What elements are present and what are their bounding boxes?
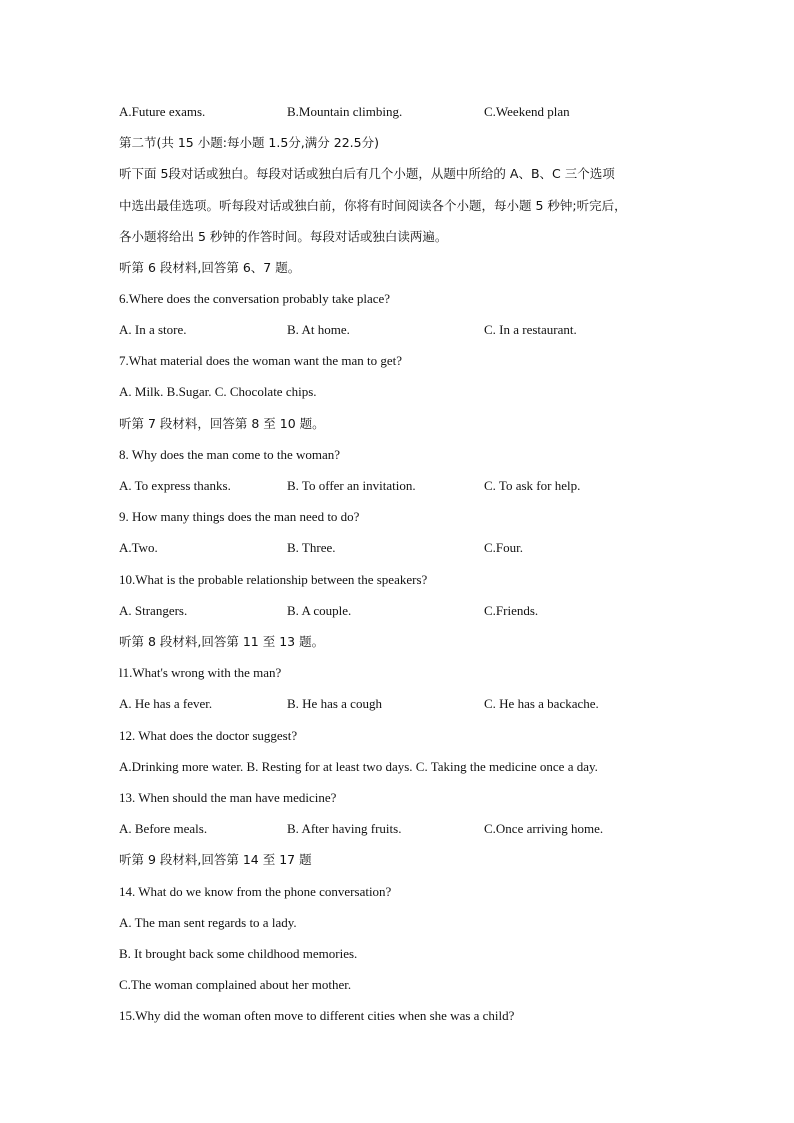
option-a: A. Strangers. — [119, 603, 188, 618]
option-b: B. He has a cough — [287, 696, 382, 711]
passage-heading: 听第 6 段材料,回答第 6、7 题。 — [119, 260, 301, 275]
question-8: 8. Why does the man come to the woman? — [119, 447, 341, 462]
passage-heading: 听第 9 段材料,回答第 14 至 17 题 — [119, 852, 312, 867]
question-13: 13. When should the man have medicine? — [119, 790, 337, 805]
option-c: C.Friends. — [484, 603, 539, 618]
option-c: C.Four. — [484, 540, 524, 555]
option-c: C.Weekend plan — [484, 104, 570, 119]
option-b: B. A couple. — [287, 603, 352, 618]
question-7: 7.What material does the woman want the man to get? — [119, 353, 403, 368]
question-14: 14. What do we know from the phone conversation? — [119, 884, 392, 899]
option-a: A.Two. — [119, 540, 158, 555]
passage-heading: 听第 8 段材料,回答第 11 至 13 题。 — [119, 634, 325, 649]
section-heading: 第二节(共 15 小题:每小题 1.5分,满分 22.5分) — [119, 135, 379, 150]
option-b: B. It brought back some childhood memories. — [119, 946, 358, 961]
option-b: B. To offer an invitation. — [287, 478, 416, 493]
option-c: C. He has a backache. — [484, 696, 599, 711]
option-a: A. In a store. — [119, 322, 187, 337]
question-6: 6.Where does the conversation probably take place? — [119, 291, 391, 306]
option-c: C. In a restaurant. — [484, 322, 577, 337]
option-c: C. To ask for help. — [484, 478, 581, 493]
option-a: A. He has a fever. — [119, 696, 213, 711]
option-a: A. To express thanks. — [119, 478, 231, 493]
question-12: 12. What does the doctor suggest? — [119, 728, 298, 743]
passage-heading: 听第 7 段材料，回答第 8 至 10 题。 — [119, 416, 325, 431]
option-a: A. The man sent regards to a lady. — [119, 915, 297, 930]
option-b: B. After having fruits. — [287, 821, 402, 836]
option-b: B. At home. — [287, 322, 350, 337]
instructions-line-3: 各小题将给出 5 秒钟的作答时间。每段对话或独白读两遍。 — [119, 229, 448, 244]
question-12-options: A.Drinking more water. B. Resting for at least two days. C. Taking the medicine once a day. — [119, 759, 598, 774]
option-c: C.The woman complained about her mother. — [119, 977, 352, 992]
option-b: B. Three. — [287, 540, 336, 555]
question-7-options: A. Milk. B.Sugar. C. Chocolate chips. — [119, 384, 317, 399]
instructions-line-1: 听下面 5段对话或独白。每段对话或独白后有几个小题，从题中所给的 A、B、C 三个选项 — [119, 166, 615, 181]
option-a: A. Before meals. — [119, 821, 208, 836]
question-15: 15.Why did the woman often move to different cities when she was a child? — [119, 1008, 515, 1023]
question-10: 10.What is the probable relationship between the speakers? — [119, 572, 428, 587]
option-c: C.Once arriving home. — [484, 821, 604, 836]
instructions-line-2: 中选出最佳选项。听每段对话或独白前，你将有时间阅读各个小题，每小题 5 秒钟;听完后， — [119, 198, 627, 213]
question-9: 9. How many things does the man need to do? — [119, 509, 360, 524]
question-11: l1.What's wrong with the man? — [119, 665, 282, 680]
option-a: A.Future exams. — [119, 104, 206, 119]
option-b: B.Mountain climbing. — [287, 104, 403, 119]
